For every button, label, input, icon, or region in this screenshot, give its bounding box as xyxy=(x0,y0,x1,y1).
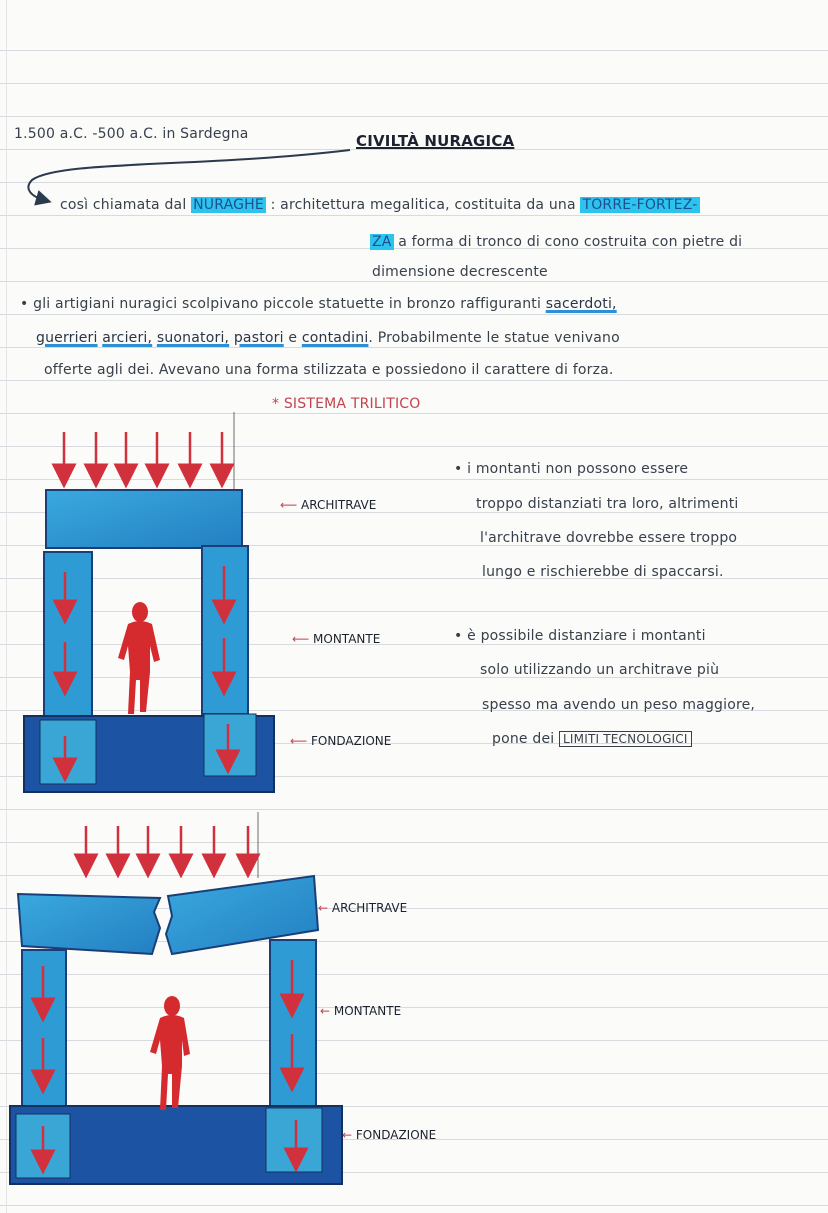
note1-line-2: troppo distanziati tra loro, altrimenti xyxy=(476,496,739,512)
section-title: * SISTEMA TRILITICO xyxy=(272,396,421,412)
artisans-line-3: offerte agli dei. Avevano una forma stilizzata e possiedono il carattere di forza. xyxy=(44,362,614,378)
note1-line-3: l'architrave dovrebbe essere troppo xyxy=(480,530,738,546)
diagram1-architrave-text: ARCHITRAVE xyxy=(301,498,377,512)
diagram2-fondazione-text: FONDAZIONE xyxy=(355,1128,437,1142)
curved-arrow-icon xyxy=(28,150,350,200)
sacerdoti-word: sacerdoti, xyxy=(545,296,617,312)
note2-text-1: è possibile distanziare i montanti xyxy=(467,628,706,644)
pastori-word: pastori xyxy=(233,330,284,346)
torre-highlight: TORRE-FORTEZ- xyxy=(582,197,698,213)
bullet: • xyxy=(454,461,468,477)
header-dates: 1.500 a.C. -500 a.C. in Sardegna xyxy=(14,126,249,142)
person-figure-2 xyxy=(150,996,190,1110)
intro-line-3: dimensione decrescente xyxy=(372,264,548,280)
left-pillar xyxy=(44,552,92,720)
limiti-tecnologici-box: LIMITI TECNOLOGICI xyxy=(559,731,692,747)
diagram2-montante-text: MONTANTE xyxy=(333,1004,402,1018)
load-arrows-2 xyxy=(86,826,248,866)
arrow-left-icon: ⟵ xyxy=(290,734,312,748)
arcieri-word: arcieri, xyxy=(102,330,153,346)
arrow-left-icon: ← xyxy=(318,901,332,915)
arrow-left-icon: ⟵ xyxy=(280,498,302,512)
artisans-text-2: . Probabilmente le statue venivano xyxy=(368,330,620,346)
load-arrows-1 xyxy=(64,432,222,476)
note1-line-4: lungo e rischierebbe di spaccarsi. xyxy=(482,564,724,580)
note1-text-1: i montanti non possono essere xyxy=(467,461,689,477)
bullet: • xyxy=(20,296,29,312)
arrow-left-icon: ⟵ xyxy=(292,632,314,646)
foundation-light-right-2 xyxy=(266,1108,322,1172)
intro-mid: : architettura megalitica, costituita da una xyxy=(270,197,576,213)
note2-line-2: solo utilizzando un architrave più xyxy=(480,662,720,678)
intro-prefix: così chiamata dal xyxy=(60,197,187,213)
arrow-left-icon: ← xyxy=(320,1004,334,1018)
note2-line-3: spesso ma avendo un peso maggiore, xyxy=(482,697,756,713)
diagram1-fondazione-text: FONDAZIONE xyxy=(311,734,392,748)
foundation-light-right xyxy=(204,714,256,776)
diagram2-architrave-text: ARCHITRAVE xyxy=(331,901,408,915)
broken-architrave-left xyxy=(18,894,160,954)
za-highlight: ZA xyxy=(372,234,392,250)
nuraghe-highlight: NURAGHE xyxy=(193,197,264,213)
bullet: • xyxy=(454,628,468,644)
intro-line-2-rest: a forma di tronco di cono costruita con pietre di xyxy=(398,234,743,250)
person-figure-1 xyxy=(118,602,160,714)
arrow-left-icon: ← xyxy=(342,1128,356,1142)
suonatori-word: suonatori, xyxy=(156,330,230,346)
guerrieri-word: guerrieri xyxy=(36,330,98,346)
foundation-light-left xyxy=(40,720,96,784)
diagram1 xyxy=(24,412,274,792)
diagram2 xyxy=(10,812,342,1184)
diagram1-montante-text: MONTANTE xyxy=(313,632,381,646)
e-word: e xyxy=(288,330,298,346)
artisans-text-1: gli artigiani nuragici scolpivano piccole statuette in bronzo raffiguranti xyxy=(33,296,542,312)
architrave-block xyxy=(46,490,242,548)
contadini-word: contadini xyxy=(301,330,369,346)
page-title: CIVILTÀ NURAGICA xyxy=(356,132,515,150)
note2-pone: pone dei xyxy=(492,731,555,747)
